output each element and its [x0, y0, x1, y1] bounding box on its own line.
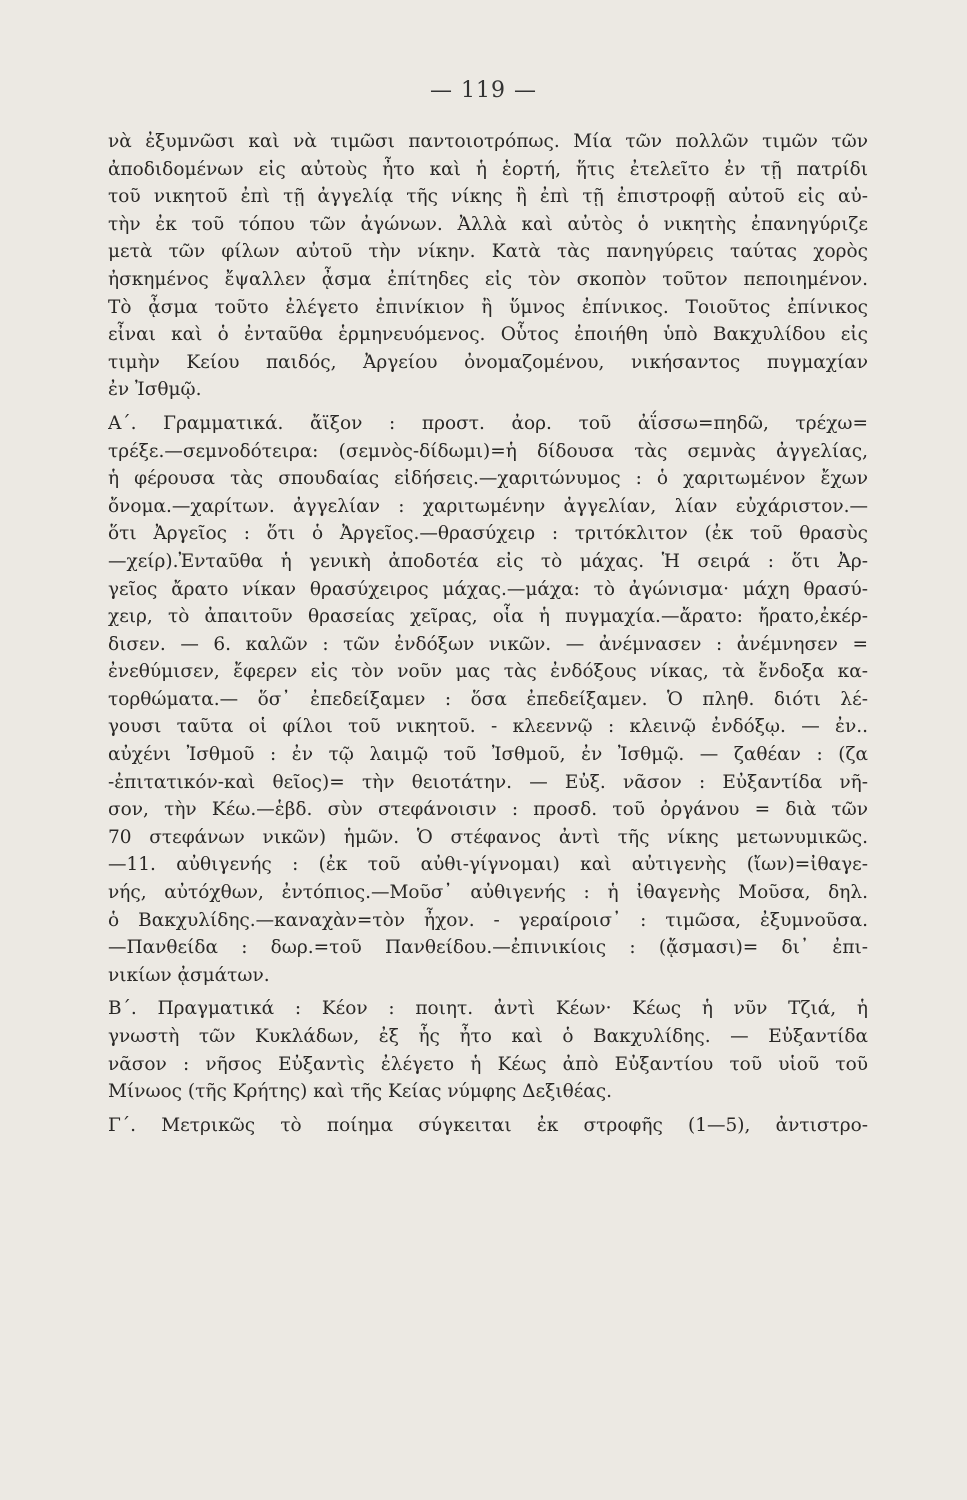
- text-line: ἡ φέρουσα τὰς σπουδαίας εἰδήσεις.—χαριτώνυμος : ὁ χαριτωμένον ἔχων: [108, 468, 868, 490]
- text-line: ὄνομα.—χαρίτων. ἀγγελίαν : χαριτωμένην ἀγγελίαν, λίαν εὐχάριστον.—: [108, 495, 868, 517]
- text-line: σον, τὴν Κέω.—ἑβδ. σὺν στεφάνοισιν : προσδ. τοῦ ὀργάνου = διὰ τῶν: [108, 799, 868, 821]
- text-line: ἐν Ἰσθμῷ.: [108, 379, 202, 401]
- text-line: νικίων ᾀσμάτων.: [108, 964, 270, 986]
- text-line: εἶναι καὶ ὁ ἐνταῦθα ἑρμηνευόμενος. Οὗτος ἐποιήθη ὑπὸ Βακχυλίδου εἰς: [108, 324, 868, 346]
- text-line: γουσι ταῦτα οἱ φίλοι τοῦ νικητοῦ. - κλεεννῷ : κλεινῷ ἐνδόξῳ. — ἐν..: [108, 716, 868, 738]
- text-line: νᾶσον : νῆσος Εὐξαντὶς ἐλέγετο ἡ Κέως ἀπὸ Εὐξαντίου τοῦ υἱοῦ τοῦ: [108, 1053, 868, 1075]
- section-a-heading-line: Α΄. Γραμματικά. ἄϊξον : προστ. ἀορ. τοῦ ἀΐσσω=πηδῶ, τρέχω=: [108, 412, 868, 434]
- text-line: —Πανθείδα : δωρ.=τοῦ Πανθείδου.—ἐπινικίοις : (ᾄσμασι)= δι᾽ ἐπι-: [108, 937, 868, 959]
- text-line: γνωστὴ τῶν Κυκλάδων, ἐξ ἧς ἦτο καὶ ὁ Βακχυλίδης. — Εὐξαντίδα: [108, 1026, 868, 1047]
- section-c-heading-line: Γ΄. Μετρικῶς τὸ ποίημα σύγκειται ἐκ στροφῆς (1—5), ἀντιστρο-: [108, 1114, 868, 1136]
- text-line: γεῖος ἄρατο νίκαν θρασύχειρος μάχας.—μάχα: τὸ ἀγώνισμα· μάχη θρασύ-: [108, 578, 868, 600]
- body-text: [108, 128, 868, 1139]
- text-line: νής, αὐτόχθων, ἐντόπιος.—Μοῦσ᾽ αὐθιγενής : ἡ ἰθαγενὴς Μοῦσα, δηλ.: [108, 882, 868, 904]
- section-b-heading-line: Β΄. Πραγματικά : Κέον : ποιητ. ἀντὶ Κέων· Κέως ἡ νῦν Τζιά, ἡ: [108, 998, 868, 1020]
- text-line: τορθώματα.— ὅσ᾽ ἐπεδείξαμεν : ὅσα ἐπεδείξαμεν. Ὁ πληθ. διότι λέ-: [108, 688, 868, 710]
- page-number: — 119 —: [430, 78, 537, 103]
- text-line: —11. αὐθιγενής : (ἐκ τοῦ αὐθι-γίγνομαι) καὶ αὐτιγενὴς (ἴων)=ἰθαγε-: [108, 854, 868, 876]
- text-line: τὴν ἐκ τοῦ τόπου τῶν ἀγώνων. Ἀλλὰ καὶ αὐτὸς ὁ νικητὴς ἐπανηγύριζε: [108, 213, 868, 235]
- text-line: ἀποδιδομένων εἰς αὐτοὺς ἦτο καὶ ἡ ἑορτή, ἥτις ἐτελεῖτο ἐν τῇ πατρίδι: [108, 158, 868, 180]
- text-line: -ἐπιτατικόν-καὶ θεῖος)= τὴν θειοτάτην. — Εὐξ. νᾶσον : Εὐξαντίδα νῆ-: [108, 771, 868, 793]
- text-line: τοῦ νικητοῦ ἐπὶ τῇ ἀγγελίᾳ τῆς νίκης ἢ ἐπὶ τῇ ἐπιστροφῇ αὐτοῦ εἰς αὐ-: [108, 186, 868, 208]
- text-line: ἠσκημένος ἔψαλλεν ᾆσμα ἐπίτηδες εἰς τὸν σκοπὸν τοῦτον πεποιημένον.: [108, 268, 868, 290]
- text-line: τιμὴν Κείου παιδός, Ἀργείου ὀνομαζομένου, νικήσαντος πυγμαχίαν: [108, 351, 868, 373]
- text-line: 70 στεφάνων νικῶν) ἡμῶν. Ὁ στέφανος ἀντὶ τῆς νίκης μετωνυμικῶς.: [108, 826, 868, 848]
- text-line: νὰ ἐξυμνῶσι καὶ νὰ τιμῶσι παντοιοτρόπως. Μία τῶν πολλῶν τιμῶν τῶν: [108, 131, 868, 152]
- text-line: —χείρ).Ἐνταῦθα ἡ γενικὴ ἀποδοτέα εἰς τὸ μάχας. Ἡ σειρά : ὅτι Ἀρ-: [108, 550, 868, 572]
- text-line: χειρ, τὸ ἀπαιτοῦν θρασείας χεῖρας, οἷα ἡ πυγμαχία.—ἄρατο: ἤρατο,ἐκέρ-: [108, 606, 868, 628]
- text-line: ὁ Βακχυλίδης.—καναχὰν=τὸν ἦχον. - γεραίροισ᾽ : τιμῶσα, ἐξυμνοῦσα.: [108, 909, 868, 931]
- text-line: ὅτι Ἀργεῖος : ὅτι ὁ Ἀργεῖος.—θρασύχειρ : τριτόκλιτον (ἐκ τοῦ θρασὺς: [108, 523, 868, 545]
- text-line: Μίνωος (τῆς Κρήτης) καὶ τῆς Κείας νύμφης Δεξιθέας.: [108, 1081, 613, 1103]
- text-line: μετὰ τῶν φίλων αὐτοῦ τὴν νίκην. Κατὰ τὰς πανηγύρεις ταύτας χορὸς: [108, 241, 868, 263]
- text-line: αὐχένι Ἰσθμοῦ : ἐν τῷ λαιμῷ τοῦ Ἰσθμοῦ, ἐν Ἰσθμῷ. — ζαθέαν : (ζα: [108, 744, 868, 766]
- text-line: τρέξε.—σεμνοδότειρα: (σεμνὸς-δίδωμι)=ἡ δίδουσα τὰς σεμνὰς ἀγγελίας,: [108, 440, 868, 462]
- text-line: δισεν. — 6. καλῶν : τῶν ἐνδόξων νικῶν. — ἀνέμνασεν : ἀνέμνησεν =: [108, 633, 868, 655]
- text-line: Τὸ ᾆσμα τοῦτο ἐλέγετο ἐπινίκιον ἢ ὕμνος ἐπίνικος. Τοιοῦτος ἐπίνικος: [108, 296, 868, 318]
- text-line: ἐνεθύμισεν, ἔφερεν εἰς τὸν νοῦν μας τὰς ἐνδόξους νίκας, τὰ ἔνδοξα κα-: [108, 661, 868, 683]
